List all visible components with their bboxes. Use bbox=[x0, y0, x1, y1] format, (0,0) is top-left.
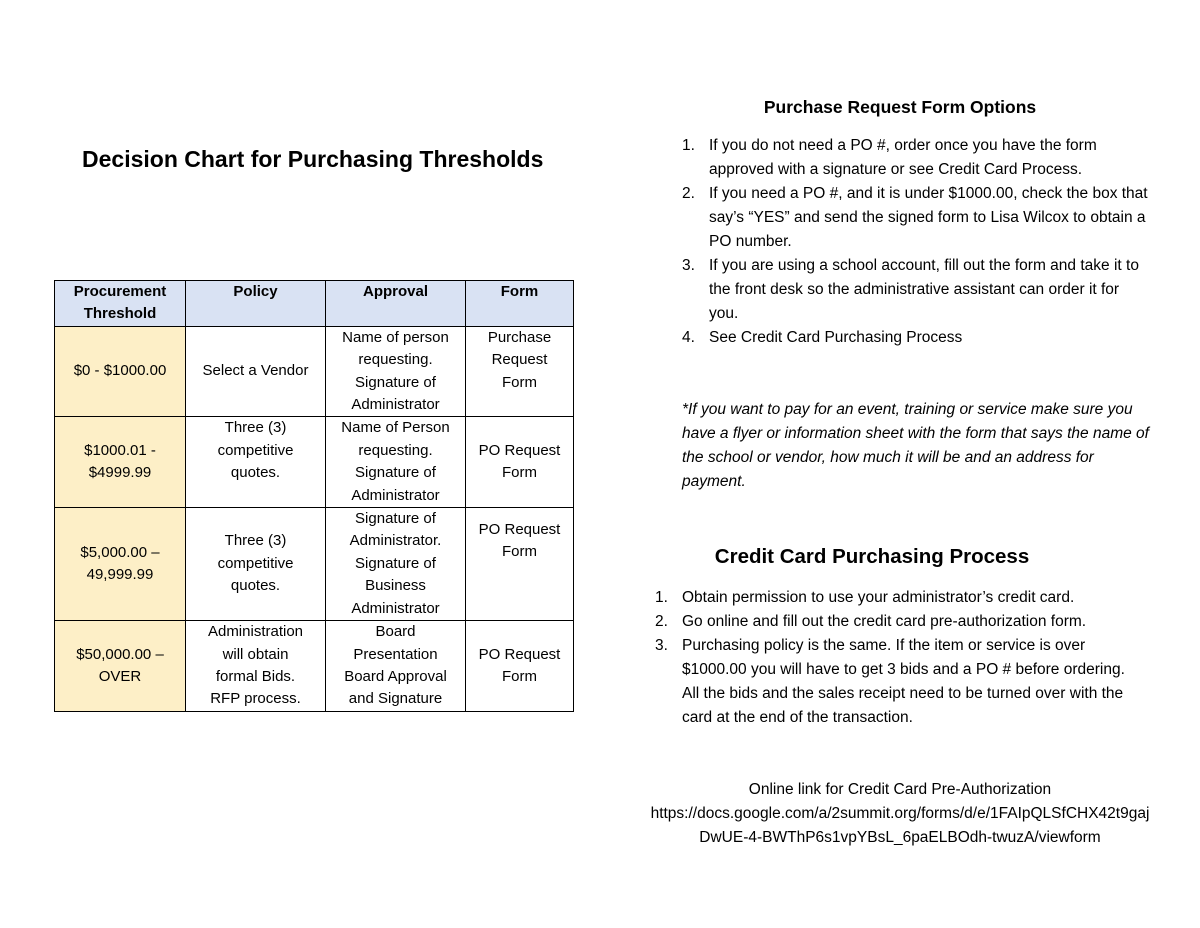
column-header-approval: Approval bbox=[326, 281, 466, 327]
threshold-cell: $5,000.00 – 49,999.99 bbox=[55, 508, 186, 621]
table-row bbox=[55, 417, 574, 508]
online-link-block bbox=[650, 778, 1150, 850]
policy-cell: Administration will obtain formal Bids. RFP process. bbox=[186, 621, 326, 712]
policy-cell: Select a Vendor bbox=[186, 326, 326, 417]
payment-note: *If you want to pay for an event, training or service make sure you have a flyer or information sheet with the form that says the name of the school or vendor, how much it will be and an address for payment. bbox=[682, 401, 1149, 490]
purchase-request-list bbox=[682, 134, 1148, 350]
approval-cell: Signature of Administrator. Signature of Business Administrator bbox=[326, 508, 466, 621]
form-cell: Purchase Request Form bbox=[466, 326, 574, 417]
list-item: 2. If you need a PO #, and it is under $1000.00, check the box that say’s “YES” and send the signed form to Lisa Wilcox to obtain a PO number. bbox=[682, 185, 1148, 250]
threshold-table bbox=[54, 280, 574, 712]
table-header-row bbox=[55, 281, 574, 327]
credit-card-list bbox=[655, 586, 1145, 730]
list-item: 1. Obtain permission to use your administrator’s credit card. bbox=[655, 589, 1075, 606]
list-item: 2. Go online and fill out the credit card pre-authorization form. bbox=[655, 613, 1087, 630]
credit-card-heading: Credit Card Purchasing Process bbox=[714, 545, 1030, 568]
page-title: Decision Chart for Purchasing Thresholds bbox=[82, 146, 544, 172]
purchase-request-heading: Purchase Request Form Options bbox=[763, 97, 1037, 117]
column-header-form: Form bbox=[466, 281, 574, 327]
threshold-cell: $1000.01 - $4999.99 bbox=[55, 417, 186, 508]
list-item: 3. If you are using a school account, fill out the form and take it to the front desk so the administrative assistant can order it for you. bbox=[682, 257, 1139, 322]
table-row bbox=[55, 326, 574, 417]
form-cell: PO Request Form bbox=[466, 621, 574, 712]
online-link-url[interactable]: https://docs.google.com/a/2summit.org/forms/d/e/1FAIpQLSfCHX42t9gajDwUE-4-BWThP6s1vpYBsL_6paELBOdh-twuzA/viewform bbox=[650, 805, 1150, 846]
column-header-threshold: Procurement Threshold bbox=[55, 281, 186, 327]
column-header-policy: Policy bbox=[186, 281, 326, 327]
form-cell: PO Request Form bbox=[466, 417, 574, 508]
policy-cell: Three (3) competitive quotes. bbox=[186, 417, 326, 508]
form-cell: PO Request Form bbox=[466, 508, 574, 621]
threshold-cell: $50,000.00 – OVER bbox=[55, 621, 186, 712]
policy-cell: Three (3) competitive quotes. bbox=[186, 508, 326, 621]
list-item: 3. Purchasing policy is the same. If the item or service is over $1000.00 you will have to get 3 bids and a PO # before ordering. All the bids and the sales receipt need to be turned over with the card at the end of the transaction. bbox=[655, 637, 1125, 726]
table-row bbox=[55, 621, 574, 712]
approval-cell: Board Presentation Board Approval and Signature bbox=[326, 621, 466, 712]
approval-cell: Name of Person requesting. Signature of Administrator bbox=[326, 417, 466, 508]
threshold-cell: $0 - $1000.00 bbox=[55, 326, 186, 417]
table-row bbox=[55, 508, 574, 621]
online-link-label: Online link for Credit Card Pre-Authorization bbox=[748, 781, 1052, 798]
approval-cell: Name of person requesting. Signature of Administrator bbox=[326, 326, 466, 417]
list-item: 4. See Credit Card Purchasing Process bbox=[682, 329, 963, 346]
list-item: 1. If you do not need a PO #, order once you have the form approved with a signature or see Credit Card Process. bbox=[682, 137, 1097, 178]
